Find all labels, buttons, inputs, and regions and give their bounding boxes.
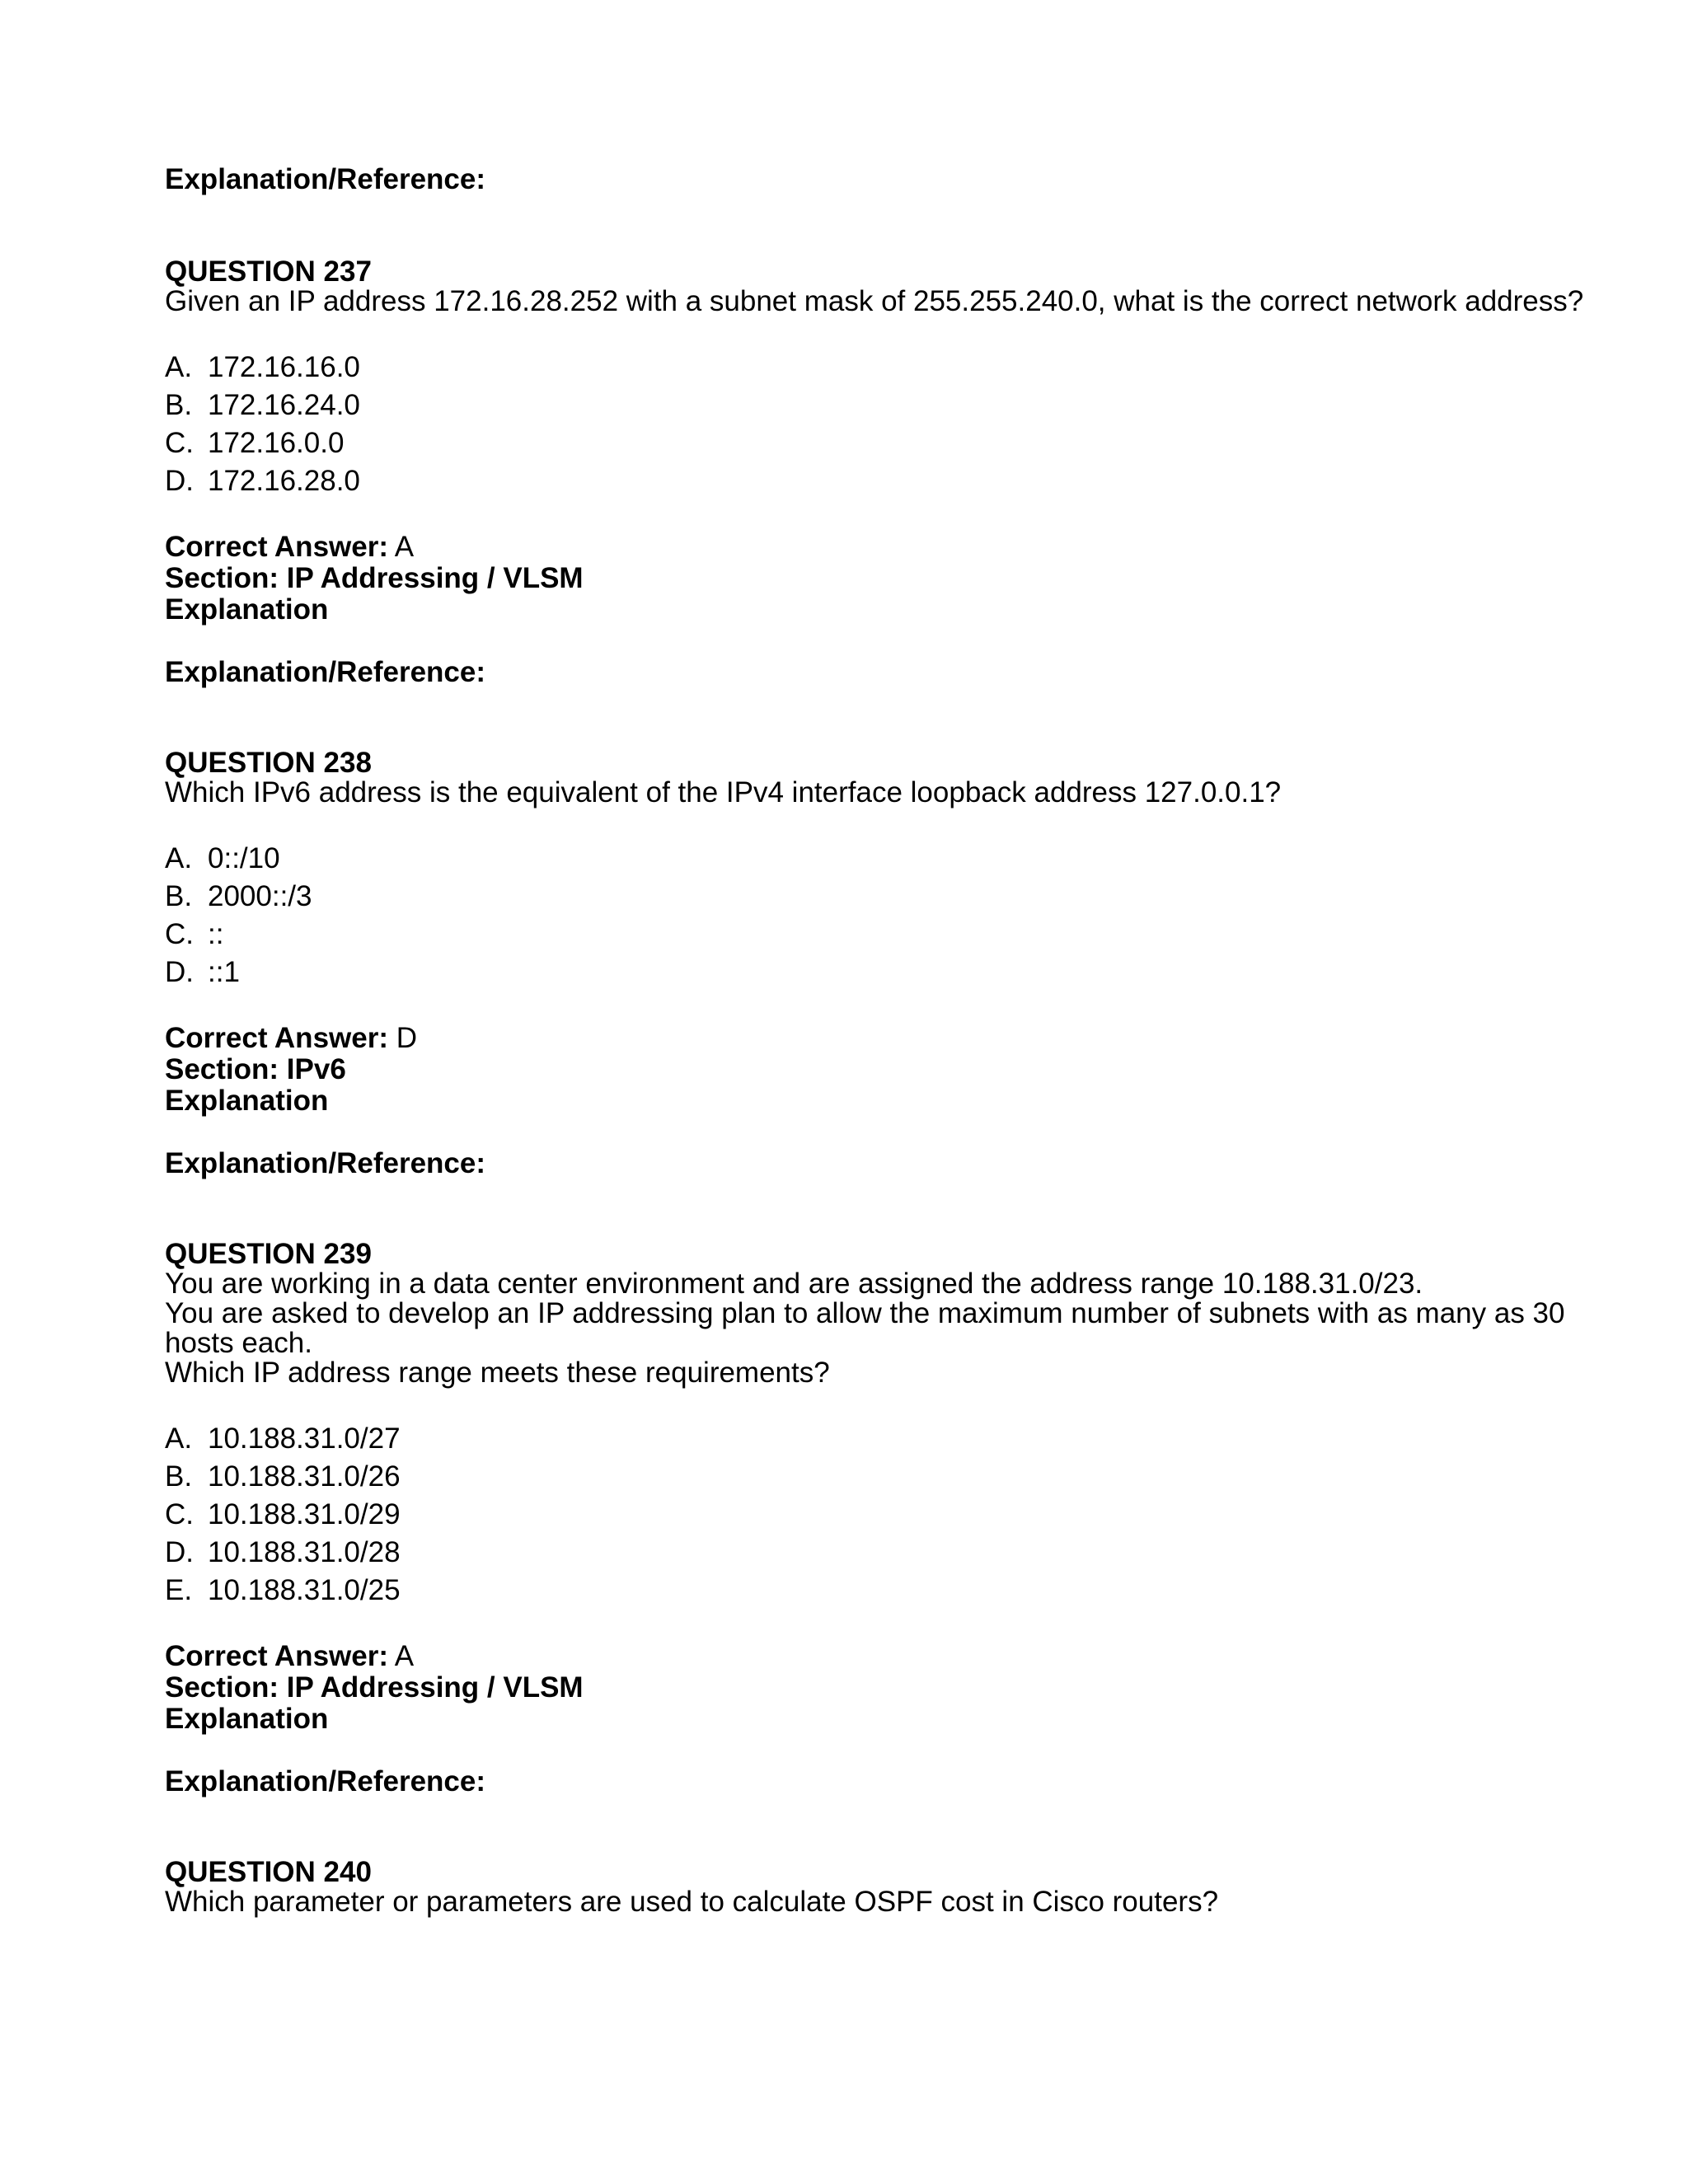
option-text: 10.188.31.0/27	[208, 1422, 401, 1455]
answer-option-a	[165, 352, 360, 382]
correct-answer-value: D	[396, 1022, 418, 1054]
correct-answer	[165, 1641, 414, 1671]
question-title: QUESTION 237	[165, 255, 372, 288]
correct-answer	[165, 532, 414, 562]
question-title: QUESTION 239	[165, 1238, 372, 1270]
option-letter: B.	[165, 1460, 193, 1493]
option-text: 172.16.24.0	[208, 389, 360, 421]
option-text: 10.188.31.0/28	[208, 1536, 401, 1568]
correct-answer-label: Correct Answer:	[165, 1022, 388, 1054]
option-letter: D.	[165, 1536, 194, 1568]
correct-answer	[165, 1023, 417, 1053]
question-text-line: You are working in a data center environment and are assigned the address range 10.188.31.0/23.	[165, 1268, 1423, 1300]
option-letter: C.	[165, 918, 194, 950]
option-text: 0::/10	[208, 842, 280, 874]
answer-option-e	[165, 1575, 401, 1605]
explanation-reference-heading: Explanation/Reference:	[165, 1765, 485, 1797]
option-letter: A.	[165, 1422, 193, 1455]
option-text: 10.188.31.0/29	[208, 1498, 401, 1530]
option-letter: B.	[165, 880, 193, 912]
option-letter: D.	[165, 956, 194, 988]
answer-option-d	[165, 957, 240, 987]
option-letter: E.	[165, 1574, 193, 1606]
question-title: QUESTION 238	[165, 747, 372, 779]
option-text: 172.16.16.0	[208, 351, 360, 383]
correct-answer-label: Correct Answer:	[165, 1640, 388, 1672]
explanation-reference-heading: Explanation/Reference:	[165, 1147, 485, 1179]
option-letter: A.	[165, 842, 193, 874]
question-text: Which parameter or parameters are used to calculate OSPF cost in Cisco routers?	[165, 1886, 1219, 1918]
question-text: Given an IP address 172.16.28.252 with a subnet mask of 255.255.240.0, what is the correct network address?	[165, 285, 1584, 317]
correct-answer-value: A	[394, 531, 415, 563]
option-text: 172.16.28.0	[208, 465, 360, 497]
answer-option-d	[165, 466, 360, 496]
option-letter: D.	[165, 465, 194, 497]
question-text: Which IPv6 address is the equivalent of the IPv4 interface loopback address 127.0.0.1?	[165, 776, 1282, 808]
option-text: 172.16.0.0	[208, 427, 345, 459]
explanation-reference-heading: Explanation/Reference:	[165, 163, 485, 195]
answer-option-b	[165, 390, 360, 420]
explanation-reference-heading: Explanation/Reference:	[165, 656, 485, 688]
option-text: 10.188.31.0/25	[208, 1574, 401, 1606]
section-label: Section: IPv6	[165, 1053, 346, 1085]
option-letter: A.	[165, 351, 193, 383]
option-letter: C.	[165, 1498, 194, 1530]
section-label: Section: IP Addressing / VLSM	[165, 562, 584, 594]
option-letter: B.	[165, 389, 193, 421]
option-letter: C.	[165, 427, 194, 459]
correct-answer-value: A	[394, 1640, 415, 1672]
answer-option-d	[165, 1537, 401, 1568]
explanation-heading: Explanation	[165, 1703, 329, 1735]
answer-option-a	[165, 843, 280, 874]
option-text: ::	[208, 918, 224, 950]
option-text: 10.188.31.0/26	[208, 1460, 401, 1493]
option-text: ::1	[208, 956, 240, 988]
question-title: QUESTION 240	[165, 1856, 372, 1888]
option-text: 2000::/3	[208, 880, 312, 912]
question-text-line: hosts each.	[165, 1327, 312, 1359]
answer-option-c	[165, 428, 344, 458]
answer-option-c	[165, 919, 223, 949]
answer-option-b	[165, 1461, 401, 1492]
section-label: Section: IP Addressing / VLSM	[165, 1671, 584, 1704]
explanation-heading: Explanation	[165, 1085, 329, 1117]
answer-option-c	[165, 1499, 401, 1530]
question-text-line: Which IP address range meets these requirements?	[165, 1357, 830, 1389]
answer-option-b	[165, 881, 312, 912]
question-text-line: You are asked to develop an IP addressing plan to allow the maximum number of subnets with as many as 30	[165, 1297, 1565, 1329]
correct-answer-label: Correct Answer:	[165, 531, 388, 563]
answer-option-a	[165, 1423, 401, 1454]
explanation-heading: Explanation	[165, 593, 329, 626]
